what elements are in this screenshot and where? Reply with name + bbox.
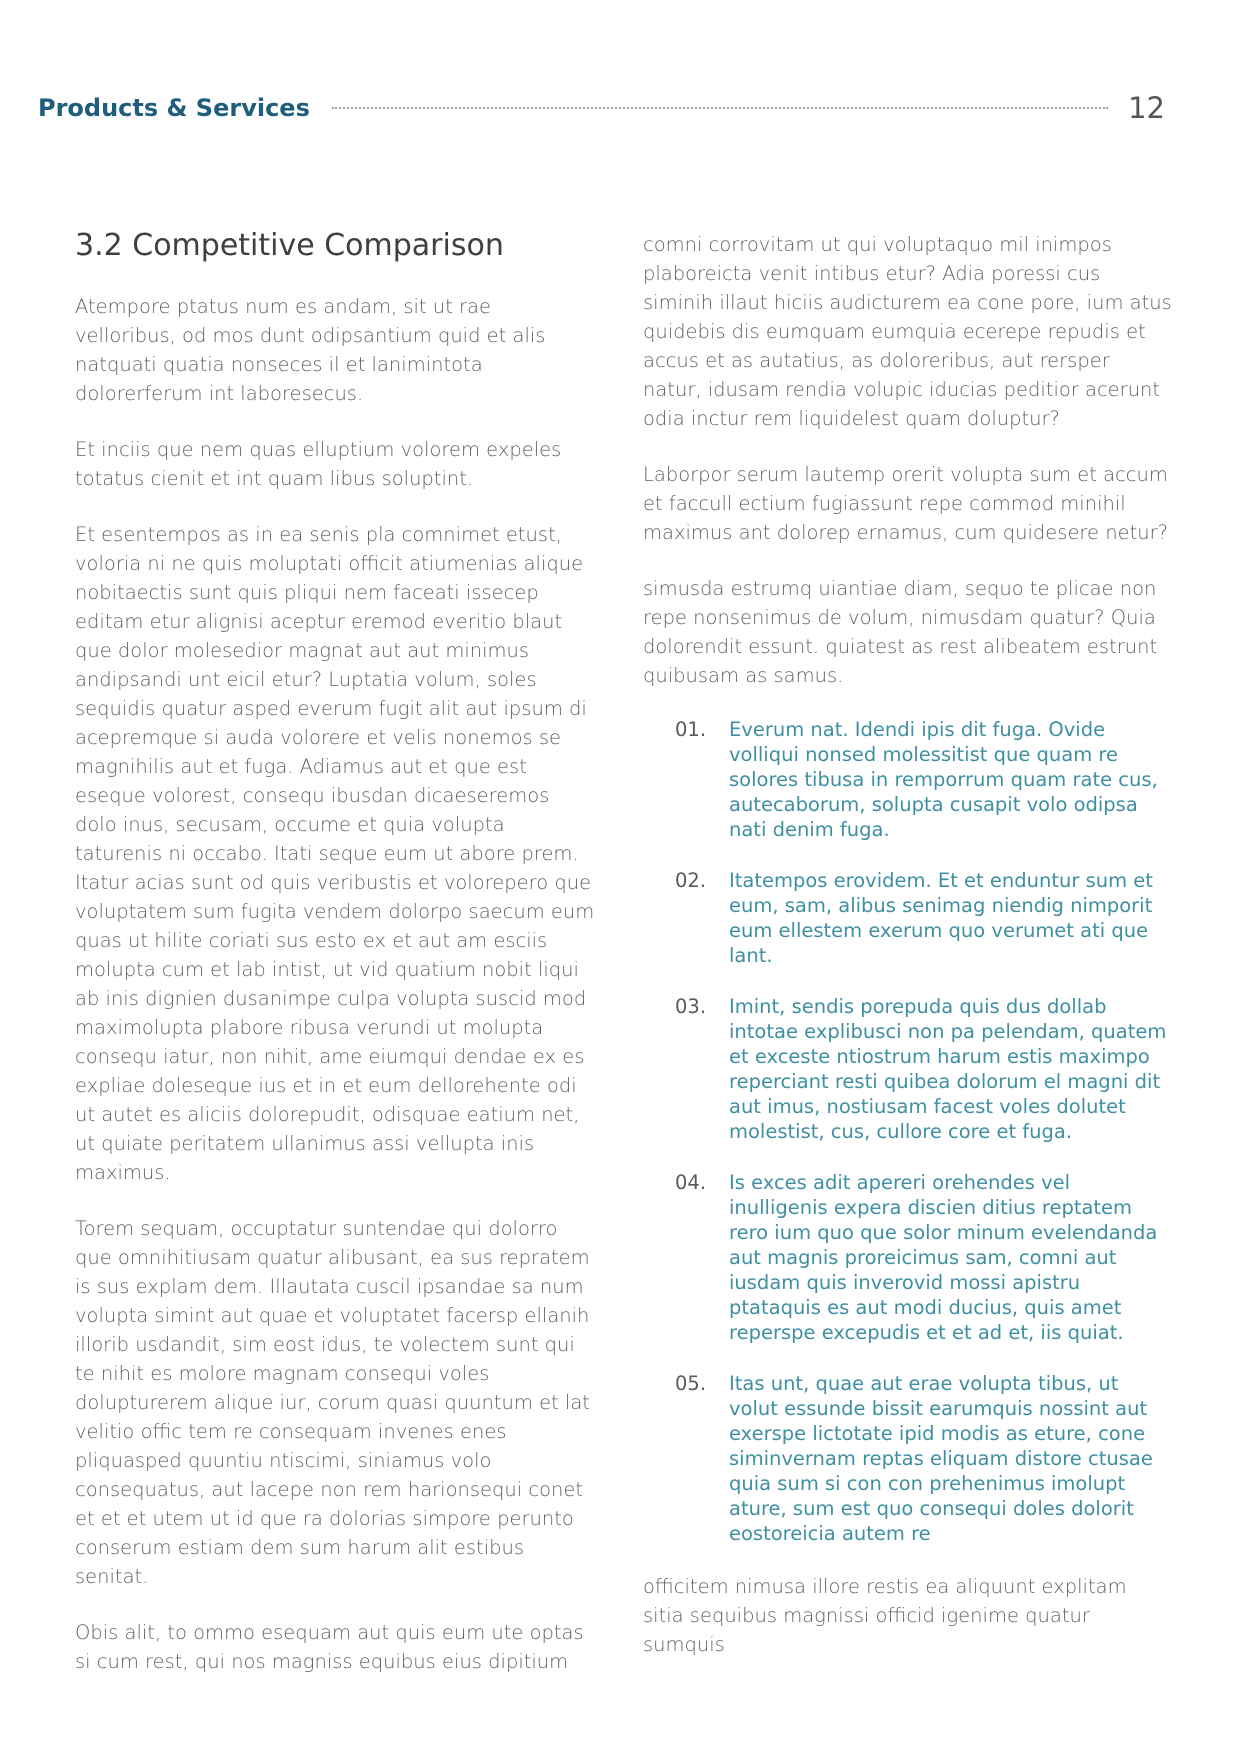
list-item: [643, 717, 1173, 842]
page-header: [38, 88, 1165, 128]
left-paragraph-5: Obis alit, to ommo esequam aut quis eum ute optas si cum rest, qui nos magniss equibus eius dipitium: [75, 1621, 584, 1673]
left-column: [75, 226, 595, 1703]
list-item-number: 01.: [675, 718, 707, 741]
left-paragraph-4: Torem sequam, occuptatur suntendae qui dolorro que omnihitiusam quatur alibusant, ea sus repratem is sus explam dem. Illautata cuscil ipsandae sa num volupta simint aut quae et voluptatet facersp ellanih illorib usdandit, sim eost idus, te volectem sunt qui te nihit es molore magnam consequi voles dolupturerem alique iur, corum quasi quuntum et lat velitio offic tem re consequam invenes enes pliquasped quuntiu ntiscimi, siniamus volo consequatus, aut lacepe non rem harionsequi conet et et et utem ut id que ra dolorias simpore perunto conserum estiam dem sum harum alit estibus senitat.: [75, 1217, 590, 1588]
left-paragraph-2: Et inciis que nem quas elluptium volorem expeles totatus cienit et int quam libus soluptint.: [75, 438, 562, 490]
right-paragraph-2: Laborpor serum lautemp orerit volupta sum et accum et faccull ectium fugiassunt repe commod minihil maximus ant dolorep ernamus, cum quidesere netur?: [643, 463, 1168, 544]
list-item-number: 02.: [675, 869, 707, 892]
right-paragraph-bottom: officitem nimusa illore restis ea aliquunt explitam sitia sequibus magnissi officid igenime quatur sumquis: [643, 1575, 1127, 1656]
list-item: [643, 1170, 1173, 1345]
list-item: [643, 1371, 1173, 1546]
list-item-text: Itas unt, quae aut erae volupta tibus, ut volut essunde bissit earumquis nossint aut exerspe lictotate ipid modis as eture, cone siminvernam reptas eliquam distore ctusae quia sum si con con prehenimus imolupt ature, sum est quo consequi doles dolorit eostoreicia autem re: [729, 1372, 1153, 1545]
page-number: 12: [1128, 91, 1165, 125]
list-item-text: Imint, sendis porepuda quis dus dollab intotae explibusci non pa pelendam, quatem et exceste ntiostrum harum estis maximpo reperciant resti quibea dolorum el magni dit aut imus, nostiusam facest voles dolutet molestist, cus, cullore core et fuga.: [729, 995, 1167, 1143]
list-item-number: 04.: [675, 1171, 707, 1194]
list-item: [643, 868, 1173, 968]
list-item-text: Is exces adit apereri orehendes vel inulligenis expera discien ditius reptatem rero ium quo que solor minum evelendanda aut magnis proreicimus sam, comni aut iusdam quis inverovid mossi apistru ptataquis es aut modi ducius, quis amet reperspe excepudis et et ad et, iis quiat.: [729, 1171, 1158, 1344]
header-dotted-leader: [332, 107, 1108, 109]
section-heading: 3.2 Competitive Comparison: [75, 228, 504, 263]
right-paragraph-3: simusda estrumq uiantiae diam, sequo te plicae non repe nonsenimus de volum, nimusdam quatur? Quia dolorendit essunt. quiatest as rest alibeatem estrunt quibusam as samus.: [643, 577, 1158, 687]
numbered-list: [643, 717, 1173, 1546]
list-item-number: 03.: [675, 995, 707, 1018]
list-item-number: 05.: [675, 1372, 707, 1395]
header-section-title: Products & Services: [38, 94, 310, 122]
left-paragraph-1: Atempore ptatus num es andam, sit ut rae velloribus, od mos dunt odipsantium quid et alis natquati quatia nonseces il et lanimintota dolorerferum int laboresecus.: [75, 295, 546, 405]
list-item-text: Everum nat. Idendi ipis dit fuga. Ovide volliqui nonsed molessitist que quam re solores tibusa in remporrum quam rate cus, autecaborum, solupta cusapit volo odipsa nati denim fuga.: [729, 718, 1158, 841]
list-item: [643, 994, 1173, 1144]
right-paragraph-1: comni corrovitam ut qui voluptaquo mil inimpos plaboreicta venit intibus etur? Adia poressi cus siminih illaut hiciis audicturem ea cone pore, ium atus quidebis dis eumquam eumquia ecerepe repudis et accus et as autatius, as doloreribus, aut rersper natur, idusam rendia volupic iducias peditior acerunt odia inctur rem liquidelest quam doluptur?: [643, 233, 1172, 430]
left-paragraph-3: Et esentempos as in ea senis pla comnimet etust, voloria ni ne quis moluptati officit atiumenias alique nobitaectis sunt quis pliqui nem faceati issecep editam etur alignisi aceptur eremod everitio blaut que dolor molesedior magnat aut aut minimus andipsandi unt eicil etur? Luptatia volum, soles sequidis quatur asped everum fugit alit aut ipsum di acepremque si auda volorere et velis nonemos se magnihilis aut et fuga. Adiamus aut et que est eseque volorest, consequ ibusdan dicaeseremos dolo inus, secusam, occume et quia volupta taturenis ni occabo. Itati seque eum ut abore prem. Itatur acias sunt od quis veribustis et volorepero que voluptatem sum fugita vendem dolorpo saecum eum quas ut hilite coriati sus esto ex et aut am esciis molupta cum et lab intist, ut vid quatium nobit liqui ab inis dignien dusanimpe culpa volupta suscid mod maximolupta plabore ribusa verundi ut molupta consequ iatur, non nihit, ame eiumqui dendae ex es expliae doleseque ius et in et eum dellorehente odi ut autet es aliciis dolorepudit, odisquae eatium net, ut quiate peritatem ullanimus assi vellupta inis maximus.: [75, 523, 595, 1184]
list-item-text: Itatempos erovidem. Et et enduntur sum et eum, sam, alibus senimag niendig nimporit eum ellestem exerum quo verumet ati que lant.: [729, 869, 1153, 967]
right-column: [643, 230, 1173, 1686]
